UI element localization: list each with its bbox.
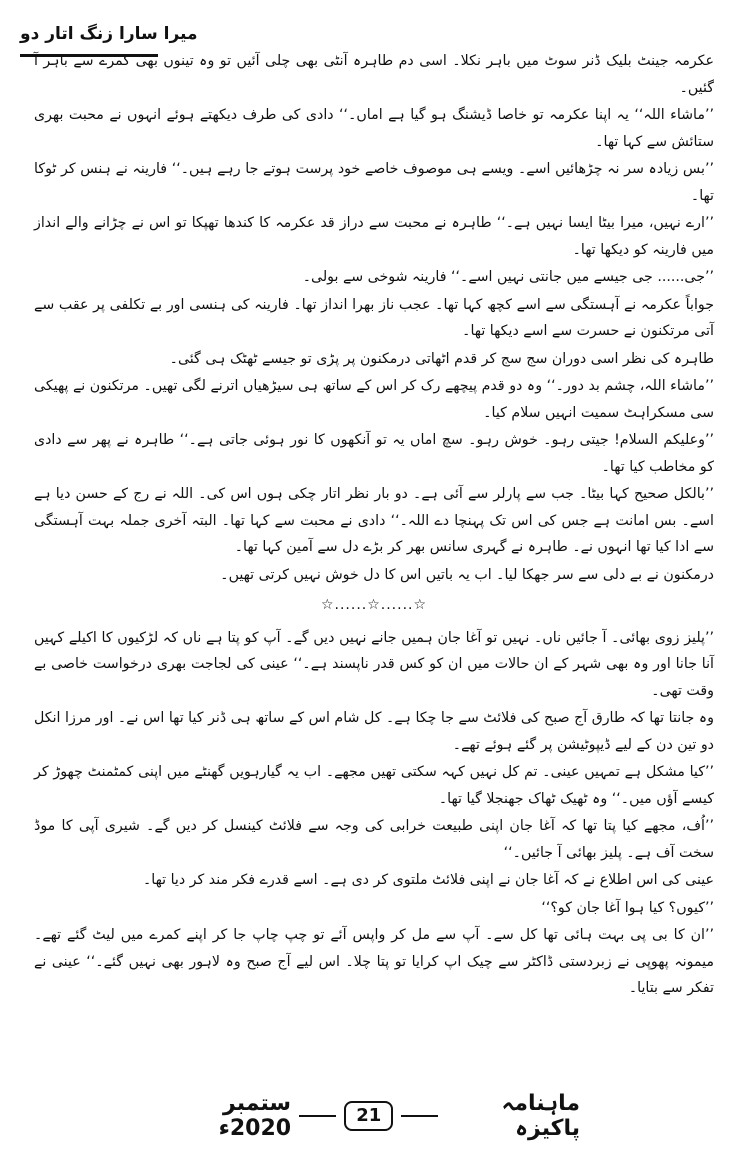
story-title: میرا سارا زنگ اتار دو: [20, 24, 198, 44]
paragraph: طاہرہ کی نظر اسی دوران سج سج کر قدم اٹھاتی درمکنون پر پڑی تو جیسے ٹھٹک ہی گئی۔: [169, 350, 714, 367]
issue-date: ستمبر 2020ء: [218, 1091, 292, 1141]
paragraph: درمکنون نے بے دلی سے سر جھکا لیا۔ اب یہ باتیں اس کا دل خوش نہیں کرتی تھیں۔: [220, 566, 714, 583]
footer-rule: [299, 1115, 336, 1117]
paragraph: ’’اُف، مجھے کیا پتا تھا کہ آغا جان اپنی طبیعت خرابی کی وجہ سے فلائٹ کینسل کر دیں گے۔ شیری آپی کا موڈ سخت آف ہے۔ پلیز بھائی آ جائیں۔‘‘: [34, 818, 714, 861]
page-footer: [160, 1091, 580, 1141]
story-body: [34, 48, 714, 1003]
page-number: 21: [344, 1101, 393, 1131]
paragraph: ’’بالکل صحیح کہا بیٹا۔ جب سے پارلر سے آئی ہے۔ دو بار نظر اتار چکی ہوں اس کی۔ اللہ نے رج کے حسن دیا ہے اسے۔ بس امانت ہے جس کی اس تک پہنچا دے اللہ۔‘‘ دادی نے محبت سے کہا تھا۔ البتہ آخری جملہ بہت آہستگی سے ادا کیا تھا انہوں نے۔ طاہرہ نے گہری سانس بھر کر بڑے دل سے آمین کہا تھا۔: [34, 486, 714, 555]
paragraph: ’’جی...... جی جیسے میں جانتی نہیں اسے۔‘‘ فارینہ شوخی سے بولی۔: [302, 269, 714, 285]
paragraph: عکرمہ جینٹ بلیک ڈنر سوٹ میں باہر نکلا۔ اسی دم طاہرہ آنٹی بھی چلی آئیں تو وہ تینوں بھی کمرے سے باہر آ گئیں۔: [34, 53, 714, 96]
paragraph: ’’پلیز زوی بھائی۔ آ جائیں ناں۔ نہیں تو آغا جان ہمیں جانے نہیں دیں گے۔ آپ کو پتا ہے ناں کہ لڑکیوں کا اکیلے کہیں آنا جانا اور وہ بھی شہر کے ان حالات میں ان کو کس قدر ناپسند ہے۔‘‘ عینی کی لجاجت بھری درخواست خاصی بے وقت تھی۔: [34, 629, 714, 699]
paragraph: ’’ارے نہیں، میرا بیٹا ایسا نہیں ہے۔‘‘ طاہرہ نے محبت سے دراز قد عکرمہ کا کندھا تھپکا تو اس نے چڑانے والے انداز میں فارینہ کو دیکھا تھا۔: [34, 215, 714, 258]
magazine-name: ماہنامہ پاکیزہ: [501, 1091, 580, 1141]
paragraph: ’’ان کا بی پی بہت ہائی تھا کل سے۔ آپ سے مل کر واپس آئے تو چپ چاپ جا کر اپنے کمرے میں لیٹ گئے تھے۔ میمونہ پھوپی نے زبردستی ڈاکٹر سے چیک اپ کرایا تو پتا چلا۔ اس لیے آج صبح وہ لاہور بھی نہیں گئے۔‘‘ عینی نے تفکر سے بتایا۔: [34, 927, 714, 996]
paragraph: ’’وعلیکم السلام! جیتی رہو۔ خوش رہو۔ سچ اماں یہ تو آنکھوں کا نور ہوئی جاتی ہے۔‘‘ طاہرہ نے پھر سے دادی کو مخاطب کیا تھا۔: [34, 432, 714, 475]
paragraph: جواباً عکرمہ نے آہستگی سے اسے کچھ کہا تھا۔ عجب ناز بھرا انداز تھا۔ فارینہ کی ہنسی اور بے تکلفی پر عقب سے آتی مرتکنون نے حسرت سے اسے دیکھا تھا۔: [34, 296, 714, 339]
paragraph: ’’کیا مشکل ہے تمہیں عینی۔ تم کل نہیں کہہ سکتی تھیں مجھے۔ اب یہ گیارہویں گھنٹے میں اپنی کمٹمنٹ چھوڑ کر کیسے آؤں میں۔‘‘ وہ ٹھیک ٹھاک جھنجلا گیا تھا۔: [34, 764, 714, 807]
footer-rule: [401, 1115, 438, 1117]
paragraph: عینی کی اس اطلاع نے کہ آغا جان نے اپنی فلائٹ ملتوی کر دی ہے۔ اسے قدرے فکر مند کر دیا تھا۔: [142, 872, 714, 888]
paragraph: ’’بس زیادہ سر نہ چڑھائیں اسے۔ ویسے ہی موصوف خاصے خود پرست ہوتے جا رہے ہیں۔‘‘ فارینہ نے ہنس کر ٹوکا تھا۔: [34, 161, 714, 204]
paragraph: ’’ماشاء اللہ‘‘ یہ اپنا عکرمہ تو خاصا ڈیشنگ ہو گیا ہے اماں۔‘‘ دادی کی طرف دیکھتے ہوئے انہوں نے محبت بھری ستائش سے کہا تھا۔: [34, 107, 714, 150]
section-separator: ☆......☆......☆: [320, 597, 428, 613]
paragraph: ’’کیوں؟ کیا ہوا آغا جان کو؟‘‘: [541, 899, 714, 916]
paragraph: وہ جانتا تھا کہ طارق آج صبح کی فلائٹ سے جا چکا ہے۔ کل شام اس کے ساتھ ہی ڈنر کیا تھا اس نے۔ اور مرزا انکل دو تین دن کے لیے ڈیپوٹیشن پر گئے ہوئے تھے۔: [34, 710, 714, 753]
paragraph: ’’ماشاء اللہ، چشم بد دور۔‘‘ وہ دو قدم پیچھے رک کر اس کے ساتھ ہی سیڑھیاں اترنے لگی تھیں۔ مرتکنون نے پھیکی سی مسکراہٹ سمیت انہیں سلام کیا۔: [34, 378, 714, 421]
